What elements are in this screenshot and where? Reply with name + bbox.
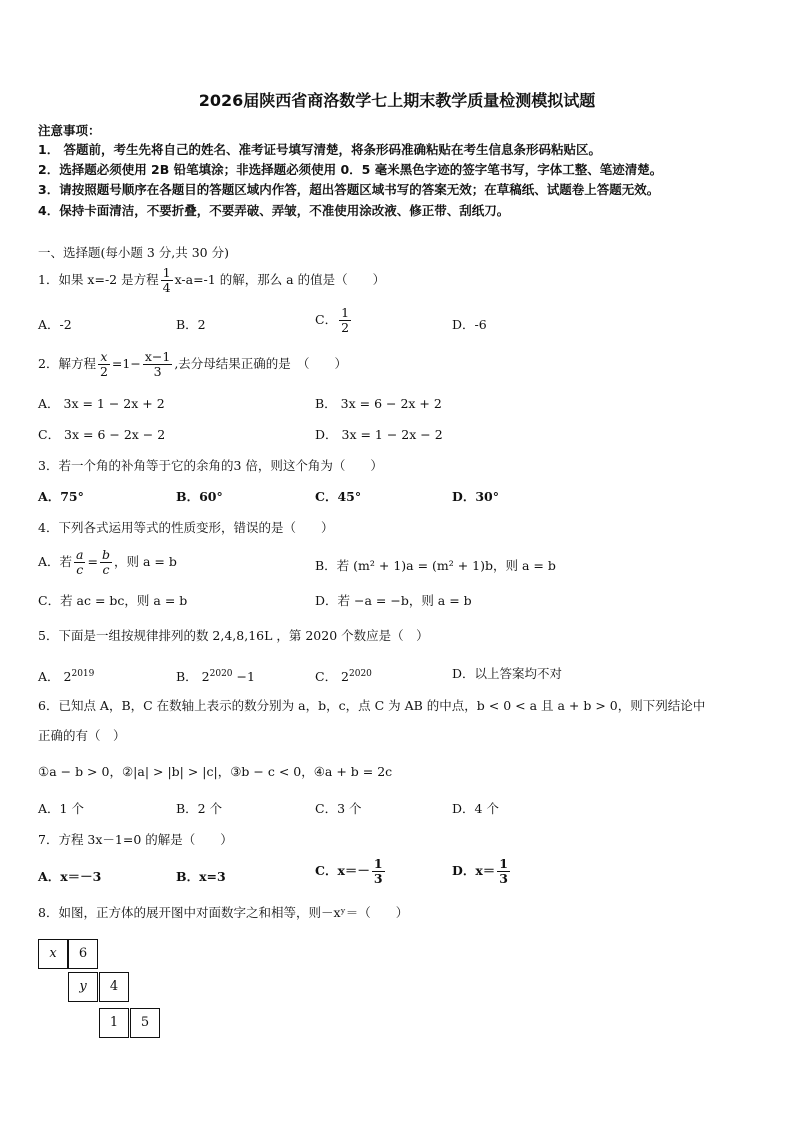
option-b[interactable]: B．若 (m² + 1)a = (m² + 1)b，则 a = b (315, 558, 556, 573)
notice-item: 3．请按照题号顺序在各题目的答题区域内作答，超出答题区域书写的答案无效；在草稿纸、试题卷上答题无效。 (38, 182, 660, 197)
option-a[interactable]: A．-2 (38, 317, 72, 332)
option-c[interactable]: C． 3x = 6 − 2x − 2 (38, 427, 166, 442)
fraction: $\frac{a}{c}$ (76, 547, 84, 577)
option-d[interactable]: D．-6 (452, 317, 487, 332)
question-4: 4．下列各式运用等式的性质变形，错误的是（ ） (38, 520, 334, 535)
question-7: 7．方程 3x－1=0 的解是（ ） (38, 832, 233, 847)
cube-net-cell: x (38, 939, 68, 969)
question-6-statements: ①a − b > 0，②|a| > |b| > |c|，③b − c < 0，④a + b = 2c (38, 764, 393, 779)
question-5: 5．下面是一组按规律排列的数 2,4,8,16L ，第 2020 个数应是（ ） (38, 628, 429, 643)
notice-item: 1． 答题前，考生先将自己的姓名、准考证号填写清楚，将条形码准确粘贴在考生信息条形码粘贴区。 (38, 142, 602, 157)
cube-net-cell: 1 (99, 1008, 129, 1038)
option-a[interactable]: A． $2^{2019}$ (38, 669, 95, 685)
option-b[interactable]: B． 3x = 6 − 2x + 2 (315, 396, 442, 411)
cube-net-figure (38, 939, 162, 1041)
option-b[interactable]: B．60° (176, 489, 223, 504)
fraction: $\frac{1}{2}$ (341, 305, 350, 335)
option-c[interactable]: C．若 ac = bc，则 a = b (38, 593, 188, 608)
option-a[interactable]: A．75° (38, 489, 84, 504)
notice-item: 2．选择题必须使用 2B 铅笔填涂；非选择题必须使用 0．5 毫米黑色字迹的签字笔书写，字体工整、笔迹清楚。 (38, 162, 663, 177)
option-a[interactable]: A．1 个 (38, 801, 84, 816)
question-2: 2．解方程 $\frac{x}{2}$ =1− $\frac{x-1}{3}$ ,去分母结果正确的是 （ ） (38, 349, 348, 379)
cube-net-cell: y (68, 972, 98, 1002)
option-b[interactable]: B．x=3 (176, 869, 226, 884)
notice-item: 4．保持卡面清洁，不要折叠，不要弄破、弄皱，不准使用涂改液、修正带、刮纸刀。 (38, 203, 510, 218)
question-3: 3．若一个角的补角等于它的余角的3 倍，则这个角为（ ） (38, 458, 383, 473)
notice-heading: 注意事项： (38, 123, 101, 138)
option-d[interactable]: D．x＝ $\frac{1}{3}$ (452, 856, 508, 886)
option-c[interactable]: C．45° (315, 489, 362, 504)
question-1: 1．如果 x=-2 是方程 $\frac{1}{4}$ x-a=-1 的解，那么 a 的值是（ ） (38, 265, 386, 295)
question-6: 6．已知点 A，B，C 在数轴上表示的数分别为 a，b，c，点 C 为 AB 的中点，b < 0 < a 且 a + b > 0，则下列结论中 (38, 698, 706, 713)
option-b[interactable]: B． $2^{2020} -1$ (176, 669, 255, 685)
fraction: $\frac{1}{3}$ (373, 856, 383, 886)
option-a[interactable]: A．若 $\frac{a}{c}$ = $\frac{b}{c}$ ，则 a = b (38, 547, 177, 577)
fraction: $\frac{x-1}{3}$ (144, 349, 171, 379)
question-8: 8．如图，正方体的展开图中对面数字之和相等，则－xʸ＝（ ） (38, 905, 409, 920)
question-6-cont: 正确的有（ ） (38, 728, 126, 743)
fraction: $\frac{x}{2}$ (99, 349, 108, 379)
option-d[interactable]: D．若 −a = −b，则 a = b (315, 593, 472, 608)
cube-net-cell: 6 (68, 939, 98, 969)
cube-net-cell: 4 (99, 972, 129, 1002)
option-c[interactable]: C． $2^{2020}$ (315, 669, 372, 685)
option-a[interactable]: A．x＝－3 (38, 869, 102, 884)
page-title: 2026届陕西省商洛数学七上期末教学质量检测模拟试题 (198, 91, 596, 110)
cube-net-cell: 5 (130, 1008, 160, 1038)
option-d[interactable]: D．4 个 (452, 801, 499, 816)
option-b[interactable]: B．2 个 (176, 801, 223, 816)
option-c[interactable]: C．x＝－ $\frac{1}{3}$ (315, 856, 383, 886)
option-d[interactable]: D．30° (452, 489, 499, 504)
section-heading: 一、选择题(每小题 3 分,共 30 分) (38, 245, 229, 260)
option-d[interactable]: D． 3x = 1 − 2x − 2 (315, 427, 443, 442)
fraction: $\frac{1}{3}$ (499, 856, 508, 886)
option-c[interactable]: C． $\frac{1}{2}$ (315, 305, 350, 335)
option-d[interactable]: D．以上答案均不对 (452, 666, 563, 681)
option-c[interactable]: C．3 个 (315, 801, 362, 816)
option-b[interactable]: B．2 (176, 317, 206, 332)
fraction: $\frac{b}{c}$ (101, 547, 110, 577)
option-a[interactable]: A． 3x = 1 − 2x + 2 (38, 396, 165, 411)
fraction: $\frac{1}{4}$ (162, 265, 171, 295)
